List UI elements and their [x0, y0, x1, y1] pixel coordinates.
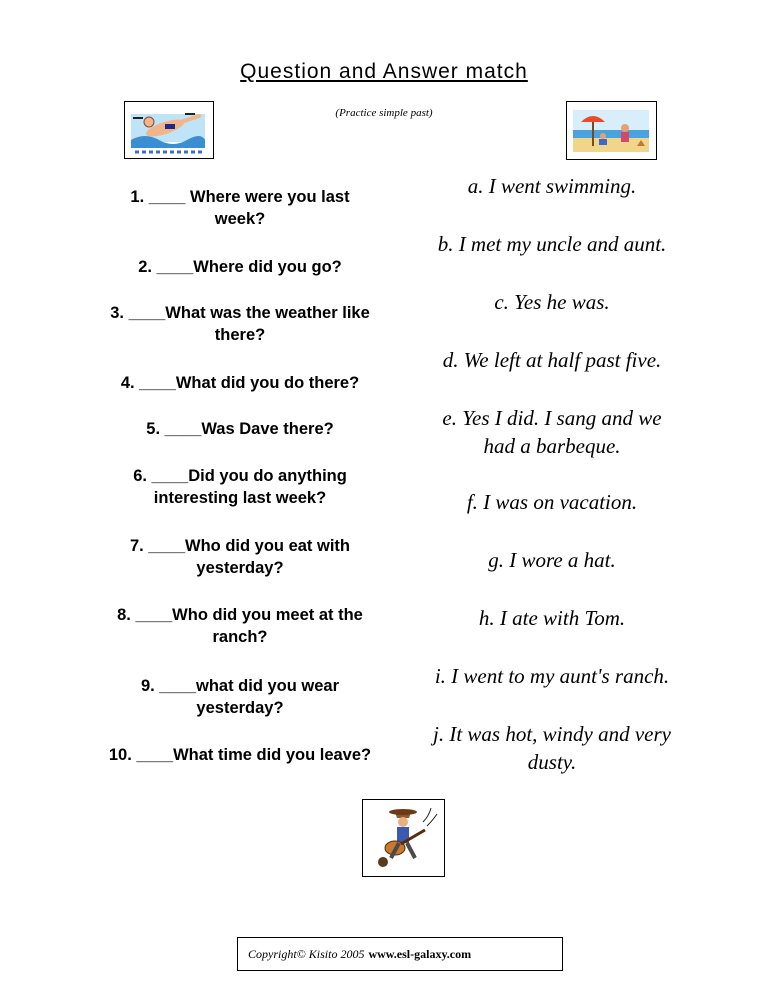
- question-9: [80, 675, 400, 719]
- question-5: [80, 418, 400, 440]
- answer-g: [402, 546, 702, 574]
- answer-i-line1: i. I went to my aunt's ranch.: [434, 664, 670, 688]
- question-6: [80, 465, 400, 509]
- question-3: [78, 302, 402, 346]
- answer-a: [402, 172, 702, 200]
- answer-e-line1: e. Yes I did. I sang and we: [442, 406, 662, 430]
- question-4: [80, 372, 400, 394]
- copyright-box: [237, 937, 563, 971]
- question-10: [78, 744, 402, 766]
- answer-h: [402, 604, 702, 632]
- swimmer-image: [124, 101, 214, 159]
- question-7-line1: 7. ____Who did you eat with: [129, 537, 351, 555]
- answer-b: [402, 230, 702, 258]
- question-8: [80, 604, 400, 648]
- copyright-text: Copyright© Kisito 2005: [248, 946, 365, 961]
- answer-b-line1: b. I met my uncle and aunt.: [437, 232, 667, 256]
- question-3-line2: there?: [214, 326, 266, 344]
- answer-j-line1: j. It was hot, windy and very: [433, 722, 671, 746]
- page-subtitle: (Practice simple past): [335, 107, 433, 119]
- site-link[interactable]: www.esl-galaxy.com: [368, 946, 472, 961]
- page-title: Question and Answer match: [240, 60, 528, 83]
- guitar-player-image: [362, 799, 445, 877]
- question-6-line2: interesting last week?: [153, 489, 327, 507]
- answer-f: [402, 488, 702, 516]
- answer-h-line1: h. I ate with Tom.: [478, 606, 626, 630]
- answer-a-line1: a. I went swimming.: [467, 174, 637, 198]
- answer-j-line2: dusty.: [527, 750, 577, 774]
- beach-image: [566, 101, 657, 160]
- answer-e-line2: had a barbeque.: [483, 434, 621, 458]
- question-4-line1: 4. ____What did you do there?: [120, 374, 360, 392]
- answer-g-line1: g. I wore a hat.: [488, 548, 616, 572]
- answer-d: [402, 346, 702, 374]
- answer-j: [402, 720, 702, 776]
- question-1-line1: 1. ____ Where were you last: [130, 188, 350, 206]
- question-7: [80, 535, 400, 579]
- answer-f-line1: f. I was on vacation.: [466, 490, 638, 514]
- question-1: [80, 186, 400, 230]
- question-2-line1: 2. ____Where did you go?: [138, 258, 342, 276]
- question-10-line1: 10. ____What time did you leave?: [108, 746, 372, 764]
- answer-i: [402, 662, 702, 690]
- question-9-line2: yesterday?: [196, 699, 284, 717]
- question-8-line2: ranch?: [212, 628, 268, 646]
- answer-d-line1: d. We left at half past five.: [442, 348, 662, 372]
- answer-c: [402, 288, 702, 316]
- answer-c-line1: c. Yes he was.: [494, 290, 610, 314]
- question-7-line2: yesterday?: [196, 559, 284, 577]
- answer-e: [402, 404, 702, 460]
- question-1-line2: week?: [214, 210, 266, 228]
- question-5-line1: 5. ____Was Dave there?: [146, 420, 334, 438]
- question-6-line1: 6. ____Did you do anything: [133, 467, 347, 485]
- question-8-line1: 8. ____Who did you meet at the: [117, 606, 363, 624]
- question-2: [80, 256, 400, 278]
- question-3-line1: 3. ____What was the weather like: [110, 304, 370, 322]
- question-9-line1: 9. ____what did you wear: [140, 677, 340, 695]
